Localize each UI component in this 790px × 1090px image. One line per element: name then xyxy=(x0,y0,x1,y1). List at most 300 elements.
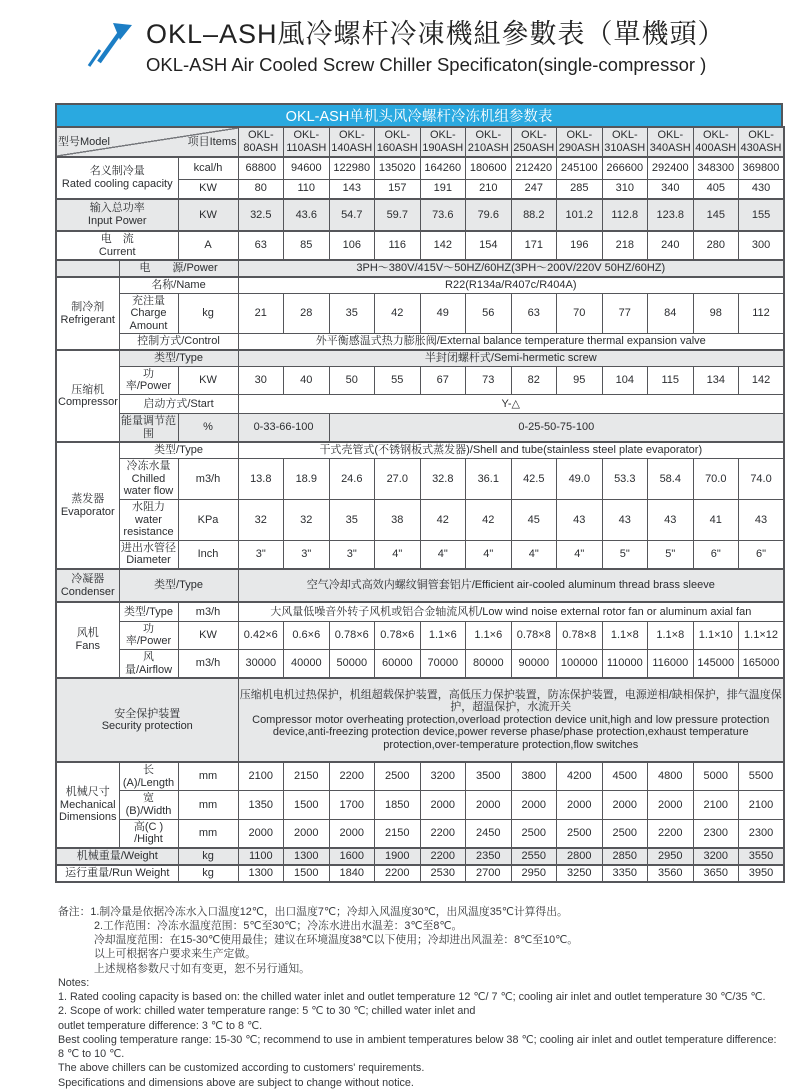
row-label-cell: 电 源/Power xyxy=(119,260,238,277)
note-cn: 上述规格参数尺寸如有变更，恕不另行通知。 xyxy=(94,962,310,975)
table-row-fan-type xyxy=(56,602,784,621)
value-cell: 157 xyxy=(375,179,421,199)
value-cell: 101.2 xyxy=(557,199,603,231)
value-cell: 115 xyxy=(648,366,694,394)
value-cell: 82 xyxy=(511,366,557,394)
corner-items-label: 项目Items xyxy=(187,135,237,148)
row-label-cell: 进出水管径 Diameter xyxy=(119,540,178,569)
value-cell: 1.1×8 xyxy=(648,621,694,649)
model-column-header: OKL- 80ASH xyxy=(238,127,284,157)
table-banner: OKL-ASH单机头风冷螺杆冷冻机组参数表 xyxy=(55,103,783,126)
row-label-cell: 类型/Type xyxy=(119,569,238,602)
table-row-run-weight xyxy=(56,865,784,882)
unit-cell: kg xyxy=(178,848,238,865)
value-cell: 干式壳管式(不锈钢板式蒸发器)/Shell and tube(stainless steel plate evaporator) xyxy=(238,442,784,458)
value-cell: 42 xyxy=(375,293,421,334)
value-cell: 70.0 xyxy=(693,458,739,499)
value-cell: 145000 xyxy=(693,649,739,678)
value-cell: 123.8 xyxy=(648,199,694,231)
arrow-up-right-icon xyxy=(86,16,138,68)
value-cell: 2500 xyxy=(602,819,648,848)
value-cell: 0.6×6 xyxy=(284,621,330,649)
table-row-control xyxy=(56,334,784,350)
value-cell: 2150 xyxy=(284,762,330,791)
table-row-evaporator-type xyxy=(56,442,784,458)
empty-cell xyxy=(56,260,119,277)
page-subtitle: OKL-ASH Air Cooled Screw Chiller Specificaton(single-compressor ) xyxy=(146,54,707,75)
value-cell: 164260 xyxy=(420,157,466,179)
value-cell: 1.1×12 xyxy=(739,621,785,649)
value-cell: 116 xyxy=(375,231,421,260)
value-cell: 3800 xyxy=(511,762,557,791)
value-cell: 285 xyxy=(557,179,603,199)
value-cell: 196 xyxy=(557,231,603,260)
value-cell: 3950 xyxy=(739,865,785,882)
table-row-start-mode xyxy=(56,395,784,414)
row-label-cell: 长(A)/Length xyxy=(119,762,178,791)
value-cell: 210 xyxy=(466,179,512,199)
value-cell: 85 xyxy=(284,231,330,260)
unit-cell: KW xyxy=(178,179,238,199)
value-cell: 3200 xyxy=(693,848,739,865)
table-row-compressor-type xyxy=(56,350,784,366)
section-label-cell: 制冷剂 Refrigerant xyxy=(56,277,119,350)
value-cell: 1300 xyxy=(284,848,330,865)
model-column-header: OKL- 310ASH xyxy=(602,127,648,157)
value-cell: 245100 xyxy=(557,157,603,179)
value-cell: 21 xyxy=(238,293,284,334)
value-cell: 80000 xyxy=(466,649,512,678)
value-cell: 3500 xyxy=(466,762,512,791)
value-cell: 171 xyxy=(511,231,557,260)
value-cell: 35 xyxy=(329,499,375,540)
value-cell: 5" xyxy=(602,540,648,569)
value-cell: 2100 xyxy=(739,791,785,819)
value-cell: 2300 xyxy=(739,819,785,848)
note-en: outlet temperature difference: 3 ℃ to 8 ℃. xyxy=(58,1019,263,1032)
table-row-security-protection xyxy=(56,678,784,762)
value-cell: 1.1×8 xyxy=(602,621,648,649)
model-column-header: OKL- 110ASH xyxy=(284,127,330,157)
unit-cell: mm xyxy=(178,791,238,819)
value-cell: 5500 xyxy=(739,762,785,791)
model-column-header: OKL- 340ASH xyxy=(648,127,694,157)
value-cell: 134 xyxy=(693,366,739,394)
value-cell: 2000 xyxy=(329,819,375,848)
note-cn: 以上可根据客户要求来生产定做。 xyxy=(94,948,256,961)
model-column-header: OKL- 160ASH xyxy=(375,127,421,157)
value-cell: 2700 xyxy=(466,865,512,882)
value-cell: 180600 xyxy=(466,157,512,179)
value-cell: 2550 xyxy=(511,848,557,865)
row-label-cell: 机械重量/Weight xyxy=(56,848,178,865)
value-cell: 2000 xyxy=(602,791,648,819)
value-cell: 430 xyxy=(739,179,785,199)
model-header-row xyxy=(56,127,784,157)
value-cell: 40000 xyxy=(284,649,330,678)
value-cell: 94600 xyxy=(284,157,330,179)
row-label-cell: 启动方式/Start xyxy=(119,395,238,414)
value-cell: 2000 xyxy=(420,791,466,819)
value-cell: 63 xyxy=(511,293,557,334)
value-cell: 0-33-66-100 xyxy=(238,414,329,443)
value-cell: 63 xyxy=(238,231,284,260)
value-cell: 1.1×10 xyxy=(693,621,739,649)
note-cn: 备注：1.制冷量是依据冷冻水入口温度12℃，出口温度7℃；冷却入风温度30℃，出风温度35℃计算得出。 xyxy=(58,905,568,918)
row-label-cell: 宽(B)/Width xyxy=(119,791,178,819)
value-cell: 3650 xyxy=(693,865,739,882)
unit-cell: KW xyxy=(178,621,238,649)
value-cell: 155 xyxy=(739,199,785,231)
value-text-cell: 压缩机电机过热保护，机组超载保护装置，高低压力保护装置，防冻保护装置，电源逆相/缺相保护，排气温度保护，超温保护，水流开关 Compressor motor overheating protection,overload protection device unit,high and low pressure protection device,anti-freezing protection device,power reverse phase/phase protection,exhaust temperature protection,over-temperature protection,flow switches xyxy=(238,678,784,762)
value-cell: 247 xyxy=(511,179,557,199)
value-cell: 2150 xyxy=(375,819,421,848)
value-cell: 0.78×8 xyxy=(557,621,603,649)
row-label-cell: 风量/Airflow xyxy=(119,649,178,678)
table-row-fan-airflow xyxy=(56,649,784,678)
row-label-cell: 名义制冷量 Rated cooling capacity xyxy=(56,157,178,199)
value-cell: 2350 xyxy=(466,848,512,865)
value-cell: 2000 xyxy=(511,791,557,819)
value-cell: 55 xyxy=(375,366,421,394)
row-label-cell: 类型/Type xyxy=(119,442,238,458)
value-cell: 2200 xyxy=(329,762,375,791)
value-cell: 112 xyxy=(739,293,785,334)
model-column-header: OKL- 430ASH xyxy=(739,127,785,157)
value-cell: 0.42×6 xyxy=(238,621,284,649)
value-cell: 42 xyxy=(466,499,512,540)
value-cell: 110 xyxy=(284,179,330,199)
value-cell: 100000 xyxy=(557,649,603,678)
value-cell: 2500 xyxy=(511,819,557,848)
value-cell: 2000 xyxy=(557,791,603,819)
value-cell: 32.8 xyxy=(420,458,466,499)
value-cell: 0.78×8 xyxy=(511,621,557,649)
unit-cell: mm xyxy=(178,762,238,791)
section-label-cell: 冷凝器 Condenser xyxy=(56,569,119,602)
value-cell: 36.1 xyxy=(466,458,512,499)
value-cell: 218 xyxy=(602,231,648,260)
value-cell: 3" xyxy=(238,540,284,569)
table-row-current xyxy=(56,231,784,260)
row-label-cell: 功率/Power xyxy=(119,621,178,649)
notes-block xyxy=(58,905,784,1090)
value-cell: 2500 xyxy=(375,762,421,791)
value-cell: 135020 xyxy=(375,157,421,179)
value-cell: 67 xyxy=(420,366,466,394)
value-cell: 43.6 xyxy=(284,199,330,231)
value-cell: 2300 xyxy=(693,819,739,848)
value-cell: 3" xyxy=(329,540,375,569)
value-cell: 32 xyxy=(284,499,330,540)
value-cell: 43 xyxy=(648,499,694,540)
value-cell: 0.78×6 xyxy=(329,621,375,649)
value-cell: 4" xyxy=(420,540,466,569)
value-cell: 4200 xyxy=(557,762,603,791)
section-label-cell: 风机 Fans xyxy=(56,602,119,678)
value-cell: 2200 xyxy=(648,819,694,848)
value-cell: 80 xyxy=(238,179,284,199)
section-label-cell: 压缩机 Compressor xyxy=(56,350,119,442)
value-cell: 348300 xyxy=(693,157,739,179)
value-cell: 49.0 xyxy=(557,458,603,499)
value-cell: 1700 xyxy=(329,791,375,819)
value-cell: 0-25-50-75-100 xyxy=(329,414,784,443)
unit-cell: KW xyxy=(178,366,238,394)
value-cell: 6" xyxy=(739,540,785,569)
value-cell: 1600 xyxy=(329,848,375,865)
value-cell: 大风量低噪音外转子风机或铝合金轴流风机/Low wind noise external rotor fan or aluminum axial fan xyxy=(238,602,784,621)
section-label-cell: 蒸发器 Evaporator xyxy=(56,442,119,569)
value-cell: 212420 xyxy=(511,157,557,179)
value-cell: 280 xyxy=(693,231,739,260)
value-cell: 122980 xyxy=(329,157,375,179)
table-row-chilled-water-flow xyxy=(56,458,784,499)
model-column-header: OKL- 250ASH xyxy=(511,127,557,157)
value-cell: 112.8 xyxy=(602,199,648,231)
table-row-dim-width xyxy=(56,791,784,819)
value-cell: 266600 xyxy=(602,157,648,179)
value-cell: 3550 xyxy=(739,848,785,865)
value-cell: 79.6 xyxy=(466,199,512,231)
value-cell: 56 xyxy=(466,293,512,334)
value-cell: 50 xyxy=(329,366,375,394)
value-cell: 292400 xyxy=(648,157,694,179)
value-cell: 77 xyxy=(602,293,648,334)
value-cell: 2000 xyxy=(238,819,284,848)
value-cell: 369800 xyxy=(739,157,785,179)
value-cell: 0.78×6 xyxy=(375,621,421,649)
value-cell: 2000 xyxy=(648,791,694,819)
value-cell: 50000 xyxy=(329,649,375,678)
value-cell: 53.3 xyxy=(602,458,648,499)
value-cell: 1300 xyxy=(238,865,284,882)
value-cell: 2950 xyxy=(648,848,694,865)
value-cell: 68800 xyxy=(238,157,284,179)
value-cell: 41 xyxy=(693,499,739,540)
value-cell: 3560 xyxy=(648,865,694,882)
unit-cell: mm xyxy=(178,819,238,848)
table-row-dim-height xyxy=(56,819,784,848)
unit-cell: m3/h xyxy=(178,458,238,499)
value-cell: 1.1×6 xyxy=(420,621,466,649)
value-cell: 4" xyxy=(466,540,512,569)
model-column-header: OKL- 290ASH xyxy=(557,127,603,157)
value-cell: 2200 xyxy=(420,848,466,865)
value-cell: 104 xyxy=(602,366,648,394)
value-cell: 5000 xyxy=(693,762,739,791)
note-en: 1. Rated cooling capacity is based on: the chilled water inlet and outlet temperature 12 ℃/ 7 ℃; cooling air inlet and outlet temperature 30 ℃/35 ℃. xyxy=(58,991,766,1004)
unit-cell: KPa xyxy=(178,499,238,540)
value-cell: Y-△ xyxy=(238,395,784,414)
table-row-pipe-diameter xyxy=(56,540,784,569)
value-cell: 45 xyxy=(511,499,557,540)
value-cell: 73.6 xyxy=(420,199,466,231)
value-cell: 空气冷却式高效内螺纹铜管套铝片/Efficient air-cooled aluminum thread brass sleeve xyxy=(238,569,784,602)
value-cell: 1500 xyxy=(284,865,330,882)
value-cell: 70 xyxy=(557,293,603,334)
value-cell: 4" xyxy=(511,540,557,569)
model-column-header: OKL- 400ASH xyxy=(693,127,739,157)
row-label-cell: 类型/Type xyxy=(119,602,178,621)
row-label-cell: 电 流 Current xyxy=(56,231,178,260)
value-cell: 116000 xyxy=(648,649,694,678)
value-cell: 4" xyxy=(375,540,421,569)
value-cell: 154 xyxy=(466,231,512,260)
row-label-cell: 输入总功率 Input Power xyxy=(56,199,178,231)
value-cell: 2000 xyxy=(466,791,512,819)
page-title: OKL–ASH風冷螺杆冷凍機組參數表（單機頭） xyxy=(146,19,726,49)
note-en: Best cooling temperature range: 15-30 ℃; recommend to use in ambient temperatures below 38 ℃; cooling air inlet and outlet temperature difference: 8 ℃ to 10 ℃. xyxy=(58,1033,777,1061)
value-cell: 143 xyxy=(329,179,375,199)
value-cell: 142 xyxy=(739,366,785,394)
value-cell: 2100 xyxy=(693,791,739,819)
value-cell: 半封闭螺杆式/Semi-hermetic screw xyxy=(238,350,784,366)
value-cell: 73 xyxy=(466,366,512,394)
value-cell: 28 xyxy=(284,293,330,334)
unit-cell: % xyxy=(178,414,238,443)
value-cell: 2500 xyxy=(557,819,603,848)
note-cn: 冷却温度范围：在15-30℃使用最佳；建议在环境温度38℃以下使用；冷却进出风温差：8℃至10℃。 xyxy=(94,934,579,947)
note-en: The above chillers can be customized according to customers' requirements. xyxy=(58,1062,425,1075)
unit-cell: kcal/h xyxy=(178,157,238,179)
row-label-cell: 名称/Name xyxy=(119,277,238,293)
value-cell: 4800 xyxy=(648,762,694,791)
value-cell: 4" xyxy=(557,540,603,569)
value-cell: 54.7 xyxy=(329,199,375,231)
note-cn: 2.工作范围：冷冻水温度范围：5℃至30℃；冷冻水进出水温差：3℃至8℃。 xyxy=(94,919,463,932)
value-cell: 2850 xyxy=(602,848,648,865)
table-row-fan-power xyxy=(56,621,784,649)
table-row-dim-length xyxy=(56,762,784,791)
value-cell: 191 xyxy=(420,179,466,199)
row-label-cell: 水阻力 water resistance xyxy=(119,499,178,540)
page-header xyxy=(86,12,790,76)
value-cell: 38 xyxy=(375,499,421,540)
value-cell: 74.0 xyxy=(739,458,785,499)
value-cell: 24.6 xyxy=(329,458,375,499)
value-cell: 外平衡感温式热力膨胀阀/External balance temperature thermal expansion valve xyxy=(238,334,784,350)
value-cell: 70000 xyxy=(420,649,466,678)
row-label-cell: 控制方式/Control xyxy=(119,334,238,350)
unit-cell: m3/h xyxy=(178,602,238,621)
value-cell: 3PH～380V/415V～50HZ/60HZ(3PH～200V/220V 50HZ/60HZ) xyxy=(238,260,784,277)
value-cell: 40 xyxy=(284,366,330,394)
value-cell: 165000 xyxy=(739,649,785,678)
value-cell: 1840 xyxy=(329,865,375,882)
value-cell: 58.4 xyxy=(648,458,694,499)
value-cell: 1850 xyxy=(375,791,421,819)
value-cell: 49 xyxy=(420,293,466,334)
table-row-weight xyxy=(56,848,784,865)
value-cell: 27.0 xyxy=(375,458,421,499)
model-column-header: OKL- 140ASH xyxy=(329,127,375,157)
row-label-cell: 类型/Type xyxy=(119,350,238,366)
value-cell: 405 xyxy=(693,179,739,199)
value-cell: 3250 xyxy=(557,865,603,882)
value-cell: 13.8 xyxy=(238,458,284,499)
value-cell: 2450 xyxy=(466,819,512,848)
value-cell: 106 xyxy=(329,231,375,260)
value-cell: R22(R134a/R407c/R404A) xyxy=(238,277,784,293)
value-cell: 30 xyxy=(238,366,284,394)
value-cell: 340 xyxy=(648,179,694,199)
value-cell: 60000 xyxy=(375,649,421,678)
table-row-energy-range xyxy=(56,414,784,443)
value-cell: 95 xyxy=(557,366,603,394)
value-cell: 1500 xyxy=(284,791,330,819)
value-cell: 42.5 xyxy=(511,458,557,499)
unit-cell: A xyxy=(178,231,238,260)
row-label-cell: 高(C ) /Hight xyxy=(119,819,178,848)
value-cell: 3" xyxy=(284,540,330,569)
value-cell: 59.7 xyxy=(375,199,421,231)
value-cell: 18.9 xyxy=(284,458,330,499)
section-label-cell: 机械尺寸 Mechanical Dimensions xyxy=(56,762,119,848)
value-cell: 5" xyxy=(648,540,694,569)
table-row-input-power xyxy=(56,199,784,231)
unit-cell: m3/h xyxy=(178,649,238,678)
value-cell: 98 xyxy=(693,293,739,334)
value-cell: 43 xyxy=(602,499,648,540)
row-label-cell: 能量调节范围 xyxy=(119,414,178,443)
spec-table xyxy=(55,126,785,883)
table-row-compressor-power xyxy=(56,366,784,394)
model-items-corner-cell xyxy=(56,127,238,157)
value-cell: 2000 xyxy=(284,819,330,848)
value-cell: 4500 xyxy=(602,762,648,791)
value-cell: 30000 xyxy=(238,649,284,678)
table-row-rated-cooling-kcal xyxy=(56,157,784,179)
value-cell: 43 xyxy=(739,499,785,540)
value-cell: 142 xyxy=(420,231,466,260)
value-cell: 2950 xyxy=(511,865,557,882)
value-cell: 88.2 xyxy=(511,199,557,231)
row-label-cell: 功率/Power xyxy=(119,366,178,394)
value-cell: 32.5 xyxy=(238,199,284,231)
value-cell: 1100 xyxy=(238,848,284,865)
value-cell: 1.1×6 xyxy=(466,621,512,649)
value-cell: 43 xyxy=(557,499,603,540)
model-column-header: OKL- 190ASH xyxy=(420,127,466,157)
table-row-power-supply xyxy=(56,260,784,277)
table-row-water-resistance xyxy=(56,499,784,540)
table-row-charge-amount xyxy=(56,293,784,334)
value-cell: 84 xyxy=(648,293,694,334)
row-label-cell: 运行重量/Run Weight xyxy=(56,865,178,882)
value-cell: 90000 xyxy=(511,649,557,678)
title-block xyxy=(146,12,726,76)
value-cell: 300 xyxy=(739,231,785,260)
value-cell: 2200 xyxy=(420,819,466,848)
unit-cell: Inch xyxy=(178,540,238,569)
model-column-header: OKL- 210ASH xyxy=(466,127,512,157)
note-en: 2. Scope of work: chilled water temperature range: 5 ℃ to 30 ℃; chilled water inlet and xyxy=(58,1005,476,1018)
table-row-condenser-type xyxy=(56,569,784,602)
unit-cell: kg xyxy=(178,865,238,882)
unit-cell: kg xyxy=(178,293,238,334)
value-cell: 110000 xyxy=(602,649,648,678)
value-cell: 1900 xyxy=(375,848,421,865)
row-label-cell: 充注量 Charge Amount xyxy=(119,293,178,334)
value-cell: 35 xyxy=(329,293,375,334)
value-cell: 145 xyxy=(693,199,739,231)
value-cell: 2200 xyxy=(375,865,421,882)
value-cell: 3350 xyxy=(602,865,648,882)
value-cell: 6" xyxy=(693,540,739,569)
unit-cell: KW xyxy=(178,199,238,231)
value-cell: 3200 xyxy=(420,762,466,791)
